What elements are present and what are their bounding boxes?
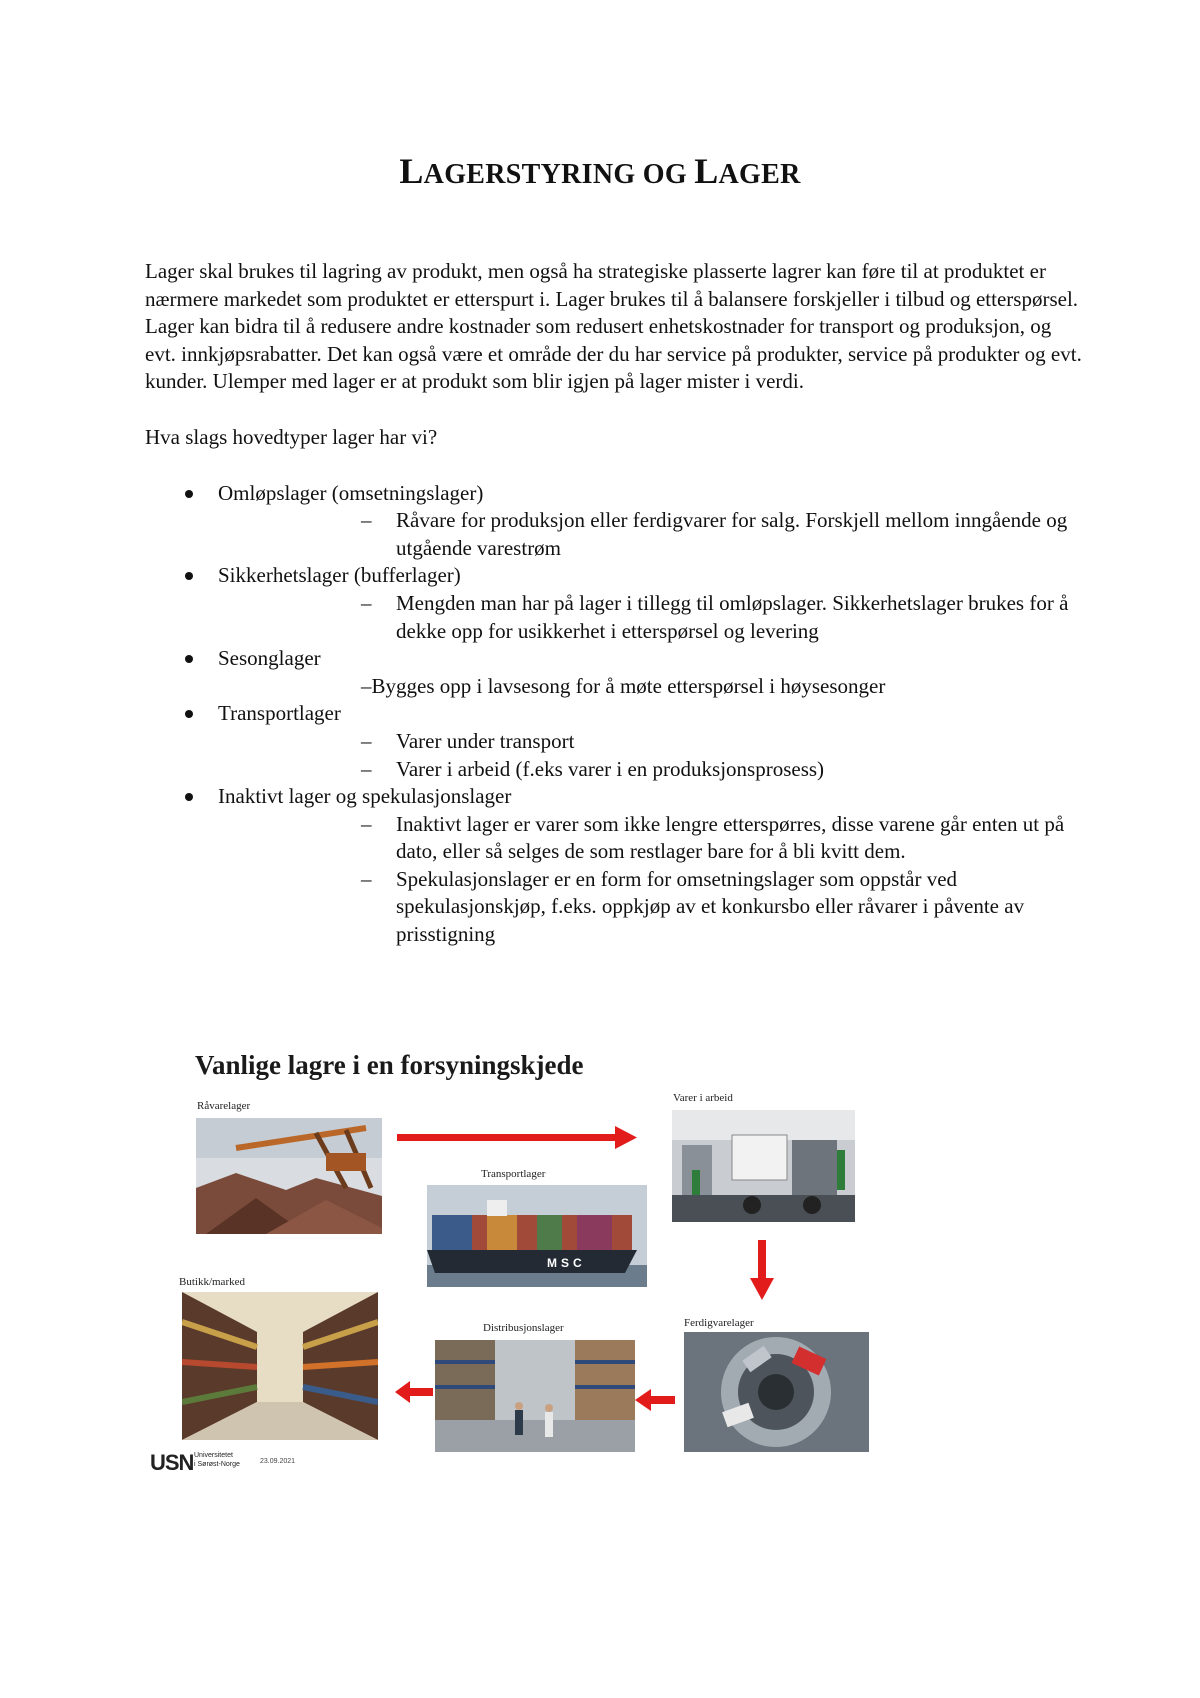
- arrow-right-icon: [397, 1126, 637, 1150]
- sub-list-item: – Varer i arbeid (f.eks varer i en produksjonsprosess): [218, 756, 1085, 784]
- cost-paragraph: Lager kan bidra til å redusere andre kostnader som redusert enhetskostnader for transport og produksjon, og evt. innkjøpsrabatter. Det kan også være et område der du har service på produkter, service på produkter og evt. kunder. Ulemper med lager er at produkt som blir igjen på lager mister i verdi.: [145, 314, 1082, 394]
- usn-logo-line1: Universitetet: [194, 1452, 233, 1459]
- caption-distribution: Distribusjonslager: [483, 1322, 564, 1334]
- work-in-progress-photo: [672, 1110, 855, 1222]
- sub-list-item: –Bygges opp i lavsesong for å møte etterspørsel i høysesonger: [361, 673, 886, 698]
- distribution-warehouse-photo: [435, 1340, 635, 1452]
- intro-paragraph: Lager skal brukes til lagring av produkt, men også ha strategiske plasserte lagrer kan føre til at produktet er nærmere markedet som produktet er etterspurt i. Lager brukes til å balansere forskjeller i tilbud og etterspørsel.: [145, 259, 1079, 311]
- figure-title: Vanlige lagre i en forsyningskjede: [195, 1050, 584, 1080]
- supply-chain-figure: [150, 1050, 885, 1475]
- list-item: Transportlager – Varer under transport – Varer i arbeid (f.eks varer i en produksjonsprosess): [145, 700, 1085, 783]
- document-title: LAGERSTYRING OG LAGER: [399, 151, 801, 191]
- warehouse-type-list: [145, 480, 1085, 949]
- list-item: Sesonglager –Bygges opp i lavsesong for å møte etterspørsel i høysesonger: [145, 645, 1085, 700]
- arrow-left-icon: [395, 1380, 433, 1404]
- ship-logo-text: MSC: [547, 1256, 586, 1270]
- caption-finished: Ferdigvarelager: [684, 1317, 754, 1329]
- sub-list-item: – Varer under transport: [218, 728, 1085, 756]
- sub-list-item: – Mengden man har på lager i tillegg til omløpslager. Sikkerhetslager brukes for å dekke opp for usikkerhet i etterspørsel og levering: [218, 590, 1085, 645]
- arrow-down-icon: [750, 1240, 774, 1300]
- document-body: [145, 258, 1085, 949]
- caption-transport: Transportlager: [481, 1168, 546, 1180]
- sub-list-item: – Inaktivt lager er varer som ikke lengre etterspørres, disse varene går enten ut på dato, eller så selges de som restlager bare for å bli kvitt dem.: [218, 811, 1085, 866]
- usn-logo: [150, 1450, 350, 1480]
- list-item: Sikkerhetslager (bufferlager) – Mengden man har på lager i tillegg til omløpslager. Sikkerhetslager brukes for å dekke opp for usikkerhet i etterspørsel og levering: [145, 562, 1085, 645]
- list-item: Omløpslager (omsetningslager) – Råvare for produksjon eller ferdigvarer for salg. Forskjell mellom inngående og utgående varestrøm: [145, 480, 1085, 563]
- usn-logo-line2: i Sørøst-Norge: [194, 1461, 240, 1468]
- store-shelves-photo: [182, 1292, 378, 1440]
- list-item: Inaktivt lager og spekulasjonslager – Inaktivt lager er varer som ikke lengre etterspørres, disse varene går enten ut på dato, eller så selges de som restlager bare for å bli kvitt dem. – Spekulasjonslager er en form for omsetningslager som oppstår ved spekulasjonskjøp, f.eks. oppkjøp av et konkursbo eller råvarer i påvente av prisstigning: [145, 783, 1085, 949]
- sub-list-item: – Spekulasjonslager er en form for omsetningslager som oppstår ved spekulasjonskjøp, f.eks. oppkjøp av et konkursbo eller råvarer i påvente av prisstigning: [218, 866, 1085, 949]
- transport-ship-photo: [427, 1185, 647, 1287]
- sub-list-item: – Råvare for produksjon eller ferdigvarer for salg. Forskjell mellom inngående og utgående varestrøm: [218, 507, 1085, 562]
- arrow-left-icon: [635, 1388, 675, 1412]
- figure-date: 23.09.2021: [260, 1458, 296, 1465]
- question-text: Hva slags hovedtyper lager har vi?: [145, 424, 438, 449]
- caption-wip: Varer i arbeid: [673, 1092, 733, 1104]
- usn-logo-mark: USN: [150, 1450, 194, 1475]
- caption-store: Butikk/marked: [179, 1276, 245, 1288]
- caption-raw: Råvarelager: [197, 1100, 251, 1112]
- raw-materials-photo: [196, 1118, 382, 1234]
- finished-goods-photo: [684, 1332, 869, 1452]
